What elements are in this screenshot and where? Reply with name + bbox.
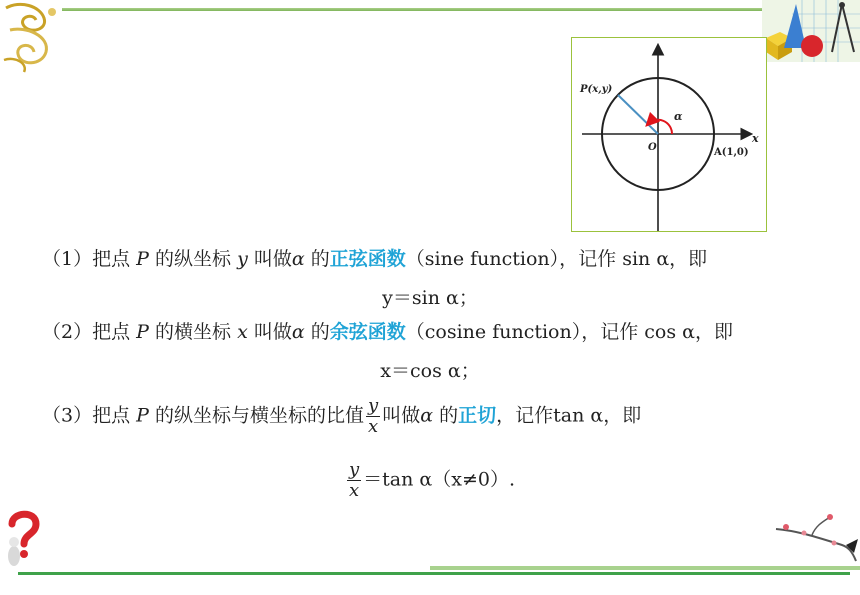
unit-circle-figure [571,37,767,232]
definition-sine [42,244,707,271]
formula-tangent [0,460,860,501]
item-text: 把点 [92,321,131,343]
formula-tail: ＝tan α（x≠0）. [363,468,515,491]
keyword-cosine: 余弦函数 [329,321,406,343]
formula-sine: y＝sin α； [382,287,478,309]
item-text: 记作 sin α，即 [578,248,708,270]
item-text: 记作 cos α，即 [600,321,733,343]
unit-circle-diagram [572,38,766,231]
bottom-divider-light [430,566,860,570]
top-divider-line [62,8,774,11]
point-symbol: P [136,321,149,343]
item-text: 把点 [92,404,131,427]
fraction-denominator: x [348,480,360,501]
formula-cosine: x＝cos α； [380,360,480,382]
geometry-tools-icon [762,0,860,62]
point-symbol: P [136,404,149,427]
plum-blossom-icon [772,505,860,565]
fraction-denominator: x [368,416,379,437]
item-number: （2） [42,321,93,343]
item-text: 叫做 [382,404,421,427]
item-text: 的横坐标 [155,321,232,343]
definition-tangent [42,396,641,437]
english-term: （cosine function）， [405,321,601,343]
keyword-sine: 正弦函数 [329,248,406,270]
golden-ornament-icon [0,0,64,76]
item-number: （1） [42,248,93,270]
terminal-side [618,95,658,134]
english-term: （sine function）， [405,248,579,270]
origin-label: O [648,142,657,153]
bottom-divider-line [18,572,850,575]
fraction-numerator: y [348,459,360,480]
question-mark-figure-icon [0,506,48,570]
item-text: 叫做 [253,321,292,343]
item-number: （3） [42,404,93,427]
item-text: 叫做 [253,248,292,270]
point-a-label: A(1,0) [714,147,749,158]
coord-symbol: y [237,248,248,270]
item-text: 把点 [92,248,131,270]
item-text: 的 [439,404,459,427]
item-text: 的纵坐标 [155,248,232,270]
ratio-fraction [347,460,361,501]
point-p-label: P(x,y) [580,84,613,95]
angle-symbol: α [291,248,305,270]
item-text: 的 [310,248,330,270]
item-text: 的 [310,321,330,343]
fraction-numerator: y [368,395,379,416]
angle-alpha-label: α [674,110,683,123]
item-text: 的纵坐标与横坐标的比值 [155,404,365,427]
ratio-fraction [366,396,380,437]
keyword-tangent: 正切 [458,404,497,427]
item-text: ，记作tan α，即 [496,404,642,427]
angle-symbol: α [291,321,305,343]
x-axis-label: x [752,132,759,145]
point-symbol: P [136,248,149,270]
coord-symbol: x [237,321,248,343]
angle-symbol: α [420,404,434,427]
definition-cosine [42,317,733,344]
